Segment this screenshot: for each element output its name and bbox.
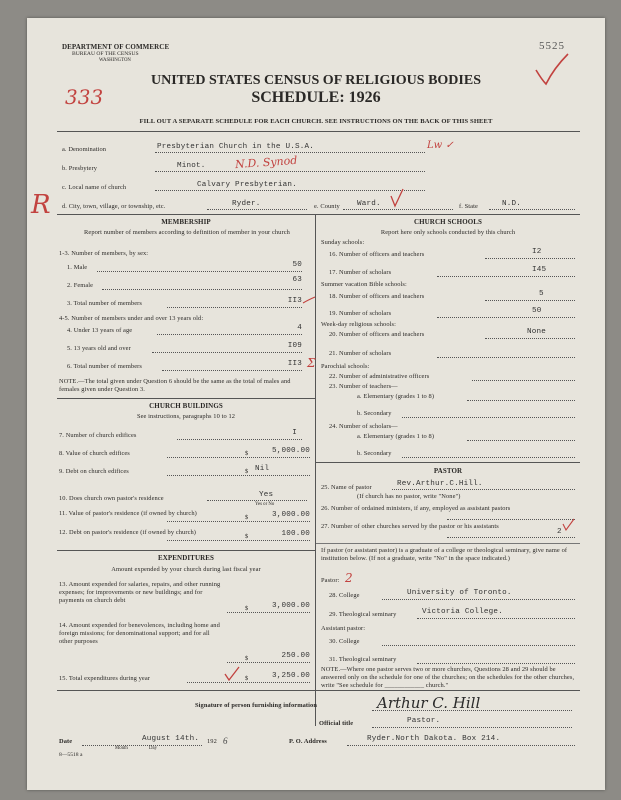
benevolences-amount[interactable]: 250.00 <box>281 652 310 660</box>
signature-value[interactable]: Arthur C. Hill <box>377 694 481 712</box>
state-value[interactable]: N.D. <box>502 200 522 208</box>
q22-line <box>472 380 575 381</box>
margin-hand-mark: R <box>31 190 51 220</box>
q24b-label: b. Secondary <box>357 450 392 457</box>
buildings-rule <box>57 398 315 399</box>
residence-value-amount[interactable]: 3,000.00 <box>271 511 310 519</box>
buildings-intro: See instructions, paragraphs 10 to 12 <box>136 413 236 420</box>
month-hint: Month <box>115 746 128 751</box>
expenditure-check-icon <box>223 666 241 682</box>
official-title-value[interactable]: Pastor. <box>407 717 441 725</box>
form-subtitle: SCHEDULE: 1926 <box>251 89 381 106</box>
buildings-heading: CHURCH BUILDINGS <box>149 402 223 410</box>
form-title: UNITED STATES CENSUS OF RELIGIOUS BODIES <box>150 73 481 88</box>
q17-label: 17. Number of scholars <box>329 269 392 276</box>
q17-value[interactable]: I45 <box>532 266 547 274</box>
q23b-label: b. Secondary <box>357 410 392 417</box>
residence-owned-label: 10. Does church own pastor's residence <box>59 495 164 502</box>
q24-label: 24. Number of scholars— <box>329 423 398 430</box>
po-address-line <box>347 745 575 746</box>
date-line <box>82 745 202 746</box>
date-label: Date <box>59 738 73 745</box>
city-label: d. City, town, village, or township, etc. <box>62 203 166 210</box>
denomination-line <box>155 152 425 153</box>
county-check-icon <box>389 188 405 208</box>
footer-rule <box>57 690 580 691</box>
local-name-line <box>155 190 425 191</box>
signature-line <box>372 710 572 711</box>
residence-debt-line <box>167 540 310 541</box>
pastor-sub-label: Pastor: <box>321 577 340 584</box>
q18-label: 18. Number of officers and teachers <box>329 293 425 300</box>
q20-value[interactable]: None <box>527 328 547 336</box>
county-label: e. County <box>314 203 340 210</box>
q19-label: 19. Number of scholars <box>329 310 392 317</box>
q24a-label: a. Elementary (grades 1 to 8) <box>357 433 435 440</box>
other-churches-label: 27. Number of other churches served by the pastor or his assistants <box>321 523 499 530</box>
benevolences-line <box>227 662 310 663</box>
residence-owned-value[interactable]: Yes <box>259 491 274 499</box>
q23-label: 23. Number of teachers— <box>329 383 398 390</box>
total-members-line <box>167 307 302 308</box>
bureau-city: WASHINGTON <box>99 58 131 63</box>
edifices-line <box>177 439 302 440</box>
edifices-value[interactable]: I <box>292 429 297 437</box>
assistant-college-label: 30. College <box>329 638 360 645</box>
q16-line <box>485 258 575 259</box>
po-address-label: P. O. Address <box>289 738 327 745</box>
presbytery-line <box>155 171 425 172</box>
handwritten-number: 333 <box>65 85 104 109</box>
male-line <box>97 271 302 272</box>
schools-heading: CHURCH SCHOOLS <box>413 218 483 226</box>
other-churches-value[interactable]: 2 <box>557 528 562 536</box>
assistant-college-line <box>382 645 575 646</box>
total-expenditures-dollar: $ <box>245 675 249 682</box>
other-churches-line <box>447 537 575 538</box>
total2-label: 6. Total number of members <box>67 363 142 370</box>
over13-value[interactable]: I09 <box>287 342 302 350</box>
running-expenses-label: 13. Amount expended for salaries, repairs, and other running expenses; for improvements or new buildings; and for payments on church debt <box>59 581 221 604</box>
pastor-name-value[interactable]: Rev.Arthur.C.Hill. <box>397 480 483 488</box>
membership-intro: Report number of members according to definition of member in your church <box>84 229 290 236</box>
college-value[interactable]: University of Toronto. <box>407 589 512 597</box>
benevolences-label: 14. Amount expended for benevolences, including home and foreign missions; for denominational support; and for all other purposes <box>59 622 220 645</box>
membership-note: NOTE.—The total given under Question 6 should be the same as the total of males and females given under Question 3. <box>59 378 291 393</box>
denomination-value[interactable]: Presbyterian Church in the U.S.A. <box>157 143 314 151</box>
signature-label: Signature of person furnishing information <box>195 702 317 709</box>
grad-rule <box>316 543 580 544</box>
date-value[interactable]: August 14th. <box>142 735 200 743</box>
section-rule <box>57 214 580 215</box>
total-check-icon <box>302 296 318 306</box>
female-label: 2. Female <box>67 282 94 289</box>
pastor-hand-mark: 2 <box>345 571 353 585</box>
edifice-value-amount[interactable]: 5,000.00 <box>271 447 310 455</box>
residence-debt-label: 12. Debt on pastor's residence (if owned by church) <box>59 529 197 536</box>
q21-line <box>437 357 575 358</box>
pastor-name-label: 25. Name of pastor <box>321 484 372 491</box>
city-line <box>207 209 307 210</box>
female-value[interactable]: 63 <box>292 276 302 284</box>
edifice-debt-value[interactable]: Nil <box>255 465 270 473</box>
over13-line <box>152 352 302 353</box>
membership-heading: MEMBERSHIP <box>161 218 211 226</box>
q23b-line <box>402 417 575 418</box>
residence-value-label: 11. Value of pastor's residence (if owned by church) <box>59 510 197 517</box>
pastor-name-hint: (If church has no pastor, write "None") <box>357 493 461 500</box>
running-expenses-amount[interactable]: 3,000.00 <box>271 602 310 610</box>
q20-line <box>485 338 575 339</box>
residence-debt-amount[interactable]: 100.00 <box>281 530 310 538</box>
presbytery-hand-note: N.D. Synod <box>234 153 298 172</box>
form-code: 8—5518 a <box>59 752 83 758</box>
seminary-value[interactable]: Victoria College. <box>422 608 503 616</box>
college-label: 28. College <box>329 592 360 599</box>
year-handwritten[interactable]: 6 <box>223 736 228 746</box>
running-expenses-line <box>227 612 310 613</box>
q22-label: 22. Number of administrative officers <box>329 373 430 380</box>
assistant-seminary-label: 31. Theological seminary <box>329 656 397 663</box>
under13-line <box>157 334 302 335</box>
official-title-label: Official title <box>319 720 354 727</box>
total-expenditures-label: 15. Total expenditures during year <box>59 675 151 682</box>
residence-owned-line <box>207 500 307 501</box>
county-line <box>343 209 453 210</box>
total-members-label: 3. Total number of members <box>67 300 142 307</box>
q18-value[interactable]: 5 <box>539 290 544 298</box>
q16-label: 16. Number of officers and teachers <box>329 251 425 258</box>
under13-value[interactable]: 4 <box>297 324 302 332</box>
form-instruction: FILL OUT A SEPARATE SCHEDULE FOR EACH CHURCH. SEE INSTRUCTIONS ON THE BACK OF THIS SHEET <box>139 118 493 125</box>
assistant-pastor-label: Assistant pastor: <box>321 625 366 632</box>
q19-line <box>437 317 575 318</box>
residence-value-line <box>167 521 310 522</box>
state-line <box>489 209 575 210</box>
census-schedule-sheet <box>27 18 605 790</box>
county-value[interactable]: Ward. <box>357 200 381 208</box>
benevolences-dollar: $ <box>245 655 249 662</box>
denomination-hand-note: Lw ✓ <box>427 140 454 151</box>
total2-line <box>162 370 302 371</box>
year-prefix: 192 <box>207 738 217 745</box>
official-title-line <box>372 727 572 728</box>
edifice-debt-label: 9. Debt on church edifices <box>59 468 129 475</box>
presbytery-label: b. Presbytery <box>62 165 98 172</box>
college-line <box>382 599 575 600</box>
q18-line <box>485 300 575 301</box>
residence-debt-dollar: $ <box>245 533 249 540</box>
seminary-line <box>417 618 575 619</box>
seminary-label: 29. Theological seminary <box>329 611 397 618</box>
edifice-value-line <box>167 457 310 458</box>
top-rule <box>57 131 580 132</box>
parochial-schools-label: Parochial schools: <box>321 363 370 370</box>
sunday-schools-label: Sunday schools: <box>321 239 365 246</box>
residence-value-dollar: $ <box>245 514 249 521</box>
q24a-line <box>467 440 575 441</box>
residence-owned-hint: Yes or No <box>255 502 275 507</box>
bureau-name: BUREAU OF THE CENSUS <box>72 51 139 57</box>
membership-bracket-mark: Σ <box>307 356 316 370</box>
total-members-value[interactable]: II3 <box>287 297 302 305</box>
edifice-value-label: 8. Value of church edifices <box>59 450 130 457</box>
q21-label: 21. Number of scholars <box>329 350 392 357</box>
running-expenses-dollar: $ <box>245 605 249 612</box>
schools-intro: Report here only schools conducted by this church <box>380 229 516 236</box>
female-line <box>102 289 302 290</box>
over13-label: 5. 13 years old and over <box>67 345 131 352</box>
pastor-heading: PASTOR <box>433 467 463 475</box>
q16-value[interactable]: I2 <box>532 248 542 256</box>
edifices-label: 7. Number of church edifices <box>59 432 137 439</box>
pastor-name-line <box>392 489 575 490</box>
edifice-debt-dollar: $ <box>245 468 249 475</box>
assistant-seminary-line <box>417 663 575 664</box>
total-expenditures-line <box>187 682 310 683</box>
assistant-pastors-label: 26. Number of ordained ministers, if any, employed as assistant pastors <box>321 505 511 512</box>
q20-label: 20. Number of officers and teachers <box>329 331 425 338</box>
dept-name: DEPARTMENT OF COMMERCE <box>62 43 170 51</box>
presbytery-value[interactable]: Minot. <box>177 162 206 170</box>
pastor-rule <box>316 462 580 463</box>
local-name-value[interactable]: Calvary Presbyterian. <box>197 181 297 189</box>
under13-label: 4. Under 13 years of age <box>67 327 133 334</box>
edifice-debt-line <box>167 475 310 476</box>
expenditures-rule <box>57 550 315 551</box>
denomination-label: a. Denomination <box>62 146 107 153</box>
local-name-label: c. Local name of church <box>62 184 127 191</box>
male-value[interactable]: 50 <box>292 261 302 269</box>
city-value[interactable]: Ryder. <box>232 200 261 208</box>
edifice-value-dollar: $ <box>245 450 249 457</box>
day-hint: Day <box>149 746 157 751</box>
membership-sub1: 1-3. Number of members, by sex: <box>59 250 149 257</box>
total-expenditures-amount[interactable]: 3,250.00 <box>271 672 310 680</box>
other-churches-check-icon <box>562 518 576 532</box>
form-number: 5525 <box>539 40 565 52</box>
state-label: f. State <box>459 203 478 210</box>
assistant-pastors-line <box>447 519 575 520</box>
pastor-note: NOTE.—Where one pastor serves two or more churches, Questions 28 and 29 should be answered only on the schedule for one of the churches; on the schedules for the other churches, write "See schedule for ____________ church." <box>321 666 575 689</box>
expenditures-intro: Amount expended by your church during last fiscal year <box>111 566 261 573</box>
total2-value[interactable]: II3 <box>287 360 302 368</box>
po-address-value[interactable]: Ryder.North Dakota. Box 214. <box>367 735 501 743</box>
male-label: 1. Male <box>67 264 88 271</box>
expenditures-heading: EXPENDITURES <box>157 554 215 562</box>
weekday-schools-label: Week-day religious schools: <box>321 321 396 328</box>
graduate-note: If pastor (or assistant pastor) is a graduate of a college or theological seminary, give name of institution below. (If not a graduate, write "No" in the space indicated.) <box>321 547 568 562</box>
vacation-schools-label: Summer vacation Bible schools: <box>321 281 407 288</box>
q24b-line <box>402 457 575 458</box>
q23a-label: a. Elementary (grades 1 to 8) <box>357 393 435 400</box>
q23a-line <box>467 400 575 401</box>
q19-value[interactable]: 50 <box>532 307 542 315</box>
q17-line <box>437 276 575 277</box>
membership-sub2: 4-5. Number of members under and over 13 years old: <box>59 315 204 322</box>
